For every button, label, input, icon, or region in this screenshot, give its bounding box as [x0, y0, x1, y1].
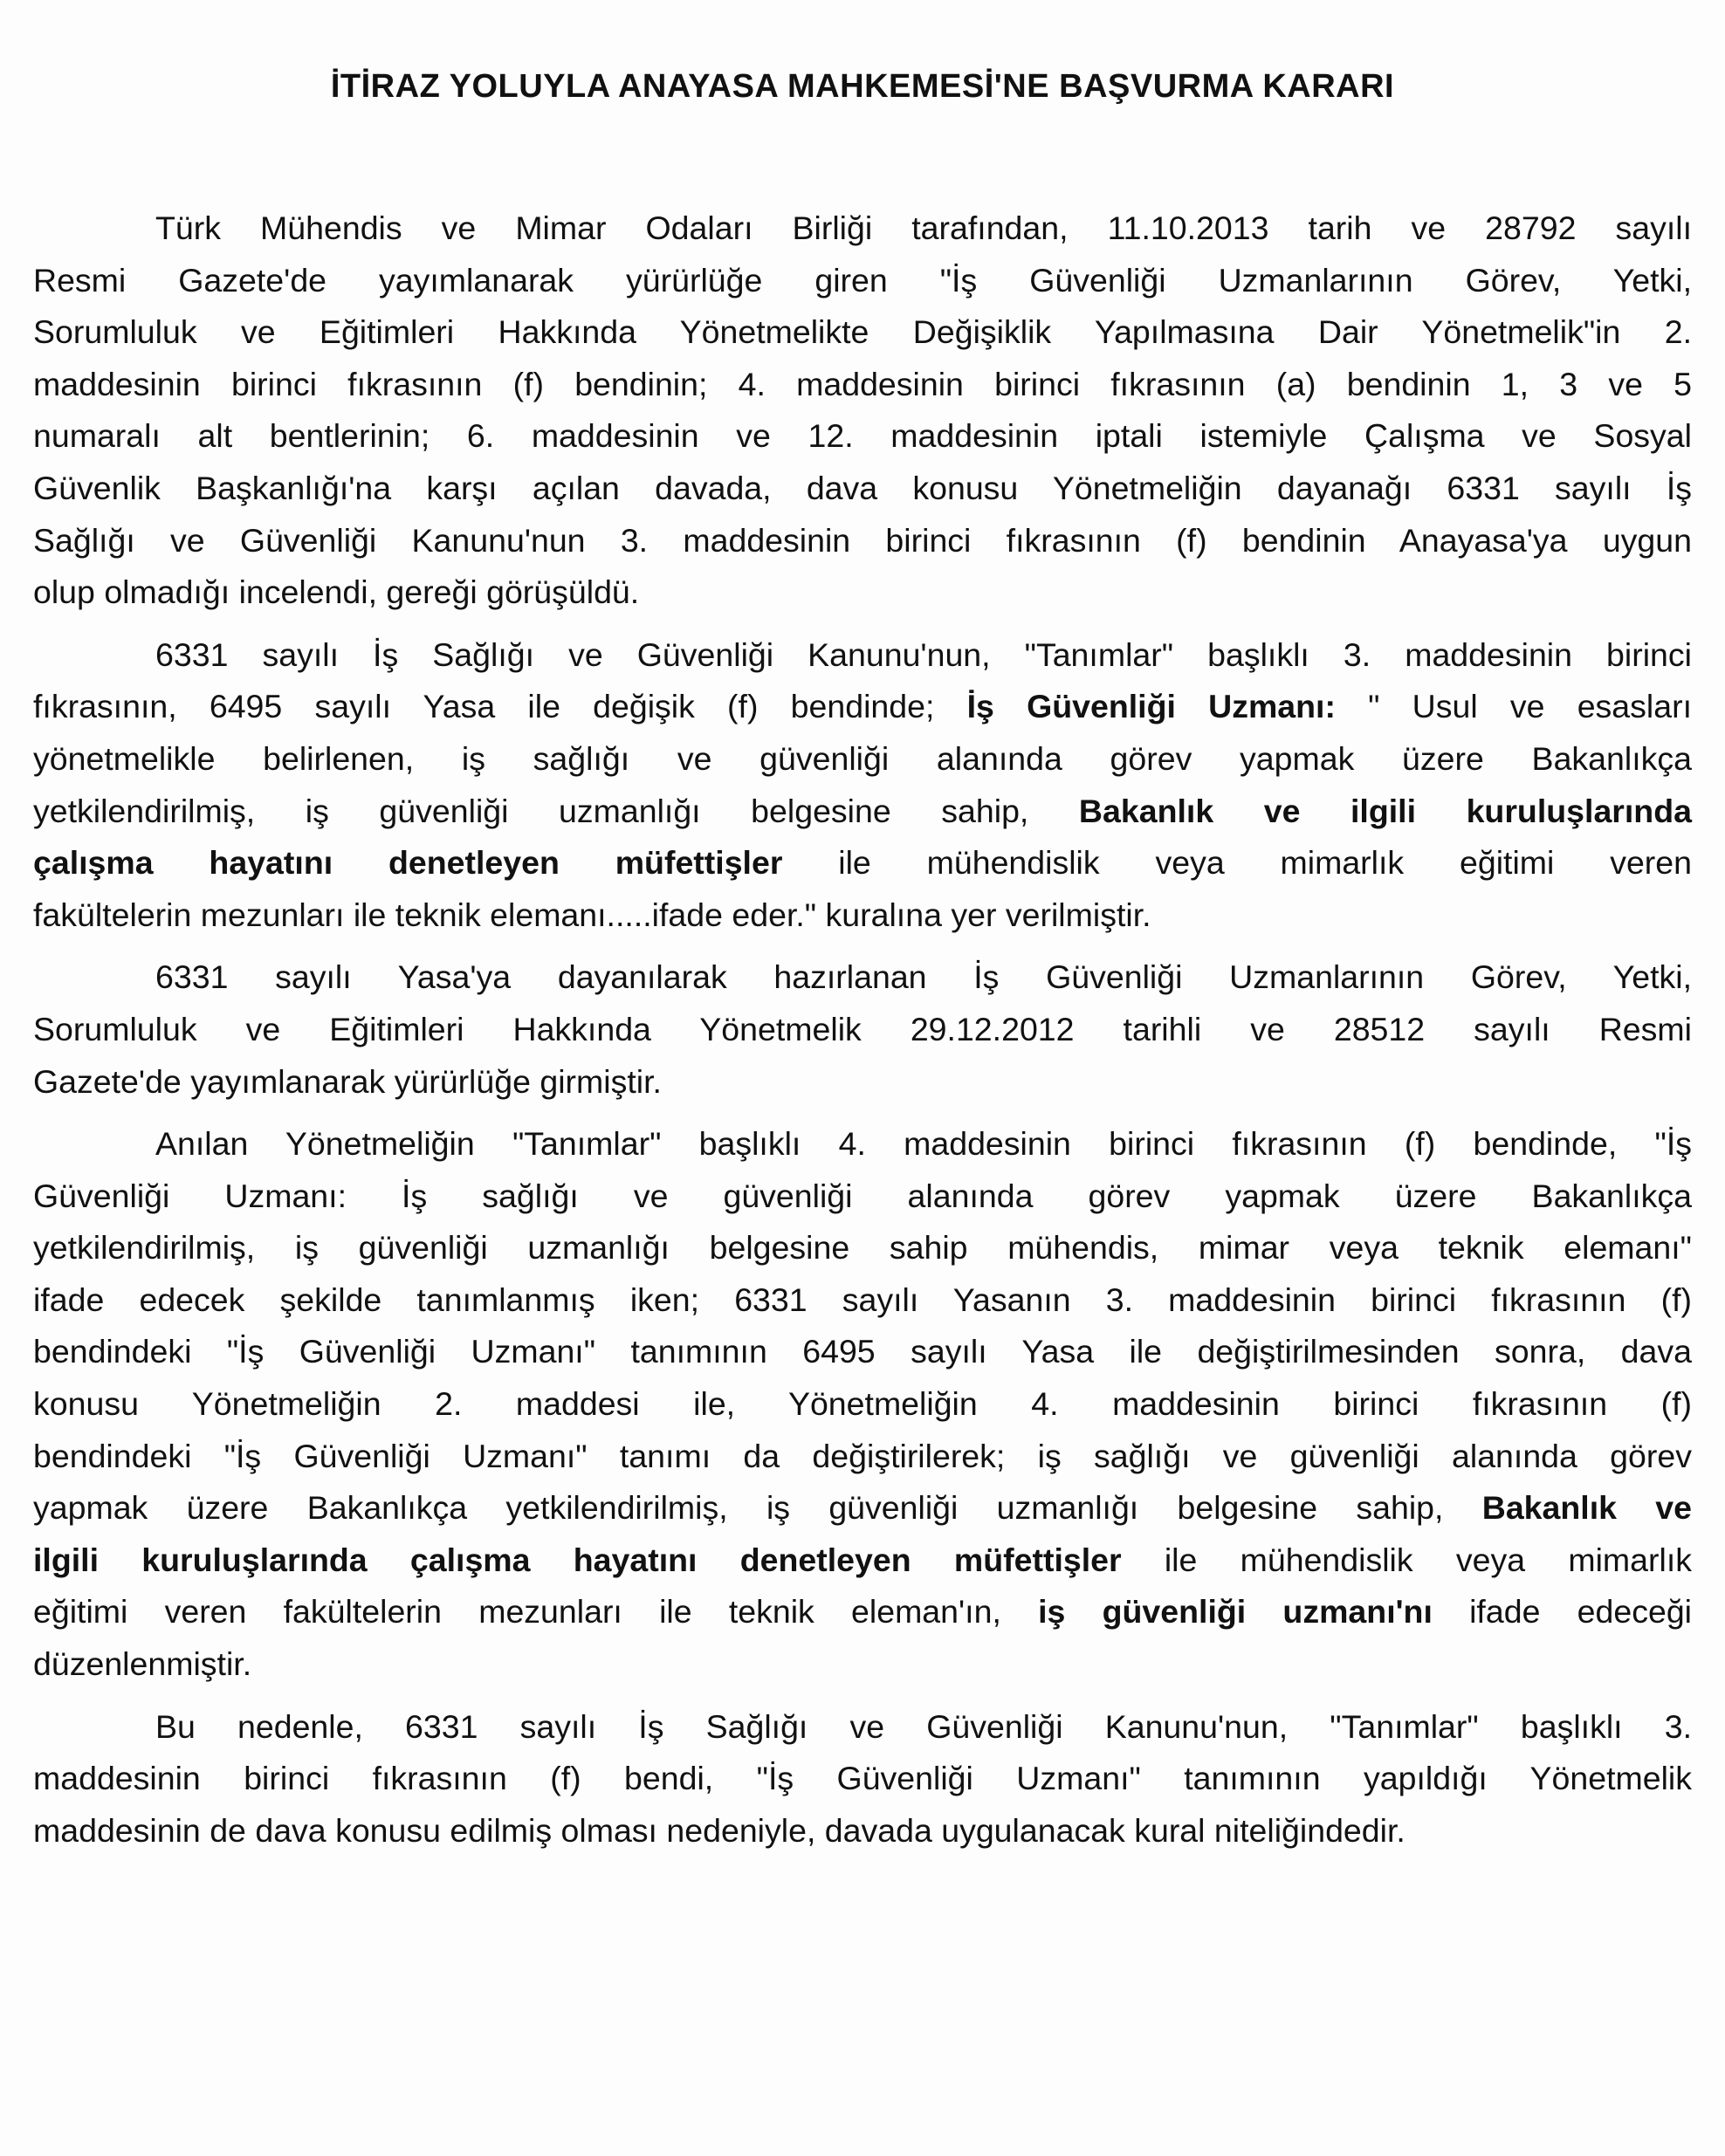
- text-segment: yapmak üzere Bakanlıkça yetkilendirilmiş, iş güvenliği uzmanlığı belgesine sahip,: [33, 1489, 1482, 1527]
- bold-text: İş Güvenliği Uzmanı:: [966, 688, 1336, 725]
- text-segment: Türk Mühendis ve Mimar Odaları Birliği tarafından, 11.10.2013 tarih ve 28792 sayılı: [155, 209, 1692, 246]
- text-line: [33, 1701, 1692, 1754]
- paragraph: [33, 951, 1692, 1108]
- text-line: [33, 1004, 1692, 1056]
- text-line: [33, 1222, 1692, 1274]
- text-segment: maddesinin birinci fıkrasının (f) bendi, "İş Güvenliği Uzmanı" tanımının yapıldığı Yönetmelik: [33, 1760, 1692, 1797]
- text-segment: ile mühendislik veya mimarlık eğitimi veren: [782, 844, 1692, 882]
- text-segment: numaralı alt bentlerinin; 6. maddesinin ve 12. maddesinin iptali istemiyle Çalışma ve Sosyal: [33, 417, 1692, 455]
- text-line: [33, 1378, 1692, 1431]
- paragraph-gap: [33, 1691, 1692, 1701]
- text-segment: " Usul ve esasları: [1335, 688, 1693, 725]
- text-line: [33, 1638, 1692, 1691]
- paragraph-gap: [33, 619, 1692, 629]
- text-segment: yönetmelikle belirlenen, iş sağlığı ve güvenliği alanında görev yapmak üzere Bakanlıkça: [33, 739, 1692, 777]
- bold-text: ilgili kuruluşlarında çalışma hayatını denetleyen müfettişler: [33, 1541, 1122, 1578]
- text-segment: maddesinin de dava konusu edilmiş olması nedeniyle, davada uygulanacak kural niteliğindedir.: [33, 1811, 1405, 1849]
- text-segment: yetkilendirilmiş, iş güvenliği uzmanlığı belgesine sahip mühendis, mimar veya teknik elemanı": [33, 1229, 1692, 1267]
- text-line: [33, 1482, 1692, 1535]
- text-segment: Sağlığı ve Güvenliği Kanunu'nun 3. maddesinin birinci fıkrasının (f) bendinin Anayasa'ya uygun: [33, 521, 1692, 559]
- paragraph-gap: [33, 1108, 1692, 1118]
- text-line: [33, 463, 1692, 515]
- bold-text: çalışma hayatını denetleyen müfettişler: [33, 844, 783, 882]
- text-line: [33, 681, 1692, 733]
- text-line: [33, 1171, 1692, 1223]
- text-line: [33, 359, 1692, 411]
- document-body: [33, 203, 1692, 1857]
- text-segment: Sorumluluk ve Eğitimleri Hakkında Yönetmelik 29.12.2012 tarihli ve 28512 sayılı Resmi: [33, 1010, 1692, 1047]
- text-line: [33, 951, 1692, 1004]
- text-line: [33, 1431, 1692, 1483]
- text-line: [33, 1805, 1692, 1857]
- bold-text: iş güvenliği uzmanı'nı: [1038, 1593, 1433, 1631]
- text-line: [33, 629, 1692, 682]
- text-segment: konusu Yönetmeliğin 2. maddesi ile, Yönetmeliğin 4. maddesinin birinci fıkrasının (f): [33, 1385, 1692, 1423]
- paragraph-gap: [33, 941, 1692, 951]
- text-line: [33, 1326, 1692, 1378]
- text-line: [33, 1274, 1692, 1327]
- text-line: [33, 889, 1692, 942]
- text-segment: 6331 sayılı Yasa'ya dayanılarak hazırlanan İş Güvenliği Uzmanlarının Görev, Yetki,: [155, 958, 1692, 996]
- text-segment: Resmi Gazete'de yayımlanarak yürürlüğe giren "İş Güvenliği Uzmanlarının Görev, Yetki,: [33, 261, 1692, 299]
- text-segment: Bu nedenle, 6331 sayılı İş Sağlığı ve Güvenliği Kanunu'nun, "Tanımlar" başlıklı 3.: [155, 1707, 1692, 1745]
- text-segment: eğitimi veren fakültelerin mezunları ile teknik eleman'ın,: [33, 1593, 1039, 1631]
- paragraph: [33, 203, 1692, 619]
- bold-text: Bakanlık ve: [1481, 1489, 1692, 1527]
- text-segment: ifade edeceği: [1432, 1593, 1693, 1631]
- text-line: [33, 786, 1692, 838]
- text-segment: bendindeki "İş Güvenliği Uzmanı" tanımı da değiştirilerek; iş sağlığı ve güvenliği alanında görev: [33, 1437, 1692, 1474]
- text-segment: 6331 sayılı İş Sağlığı ve Güvenliği Kanunu'nun, "Tanımlar" başlıklı 3. maddesinin birinci: [155, 635, 1692, 673]
- text-segment: olup olmadığı incelendi, gereği görüşüldü.: [33, 573, 640, 611]
- paragraph: [33, 629, 1692, 942]
- text-segment: Gazete'de yayımlanarak yürürlüğe girmiştir.: [33, 1062, 662, 1100]
- text-segment: yetkilendirilmiş, iş güvenliği uzmanlığı belgesine sahip,: [33, 792, 1079, 829]
- text-segment: düzenlenmiştir.: [33, 1645, 252, 1683]
- text-segment: Sorumluluk ve Eğitimleri Hakkında Yönetmelikte Değişiklik Yapılmasına Dair Yönetmelik"in 2.: [33, 313, 1692, 351]
- text-segment: fakültelerin mezunları ile teknik elemanı.....ifade eder." kuralına yer verilmiştir.: [33, 896, 1151, 933]
- text-line: [33, 515, 1692, 567]
- text-segment: fıkrasının, 6495 sayılı Yasa ile değişik (f) bendinde;: [33, 688, 967, 725]
- text-line: [33, 837, 1692, 889]
- text-line: [33, 733, 1692, 786]
- text-line: [33, 255, 1692, 307]
- text-segment: maddesinin birinci fıkrasının (f) bendinin; 4. maddesinin birinci fıkrasının (a) bendinin 1, 3 ve 5: [33, 365, 1692, 402]
- document-title: İTİRAZ YOLUYLA ANAYASA MAHKEMESİ'NE BAŞVURMA KARARI: [330, 68, 1395, 105]
- text-segment: Güvenliği Uzmanı: İş sağlığı ve güvenliği alanında görev yapmak üzere Bakanlıkça: [33, 1177, 1692, 1214]
- text-segment: Anılan Yönetmeliğin "Tanımlar" başlıklı 4. maddesinin birinci fıkrasının (f) bendinde, "İş: [155, 1125, 1692, 1163]
- paragraph: [33, 1701, 1692, 1857]
- text-line: [33, 203, 1692, 255]
- text-segment: ile mühendislik veya mimarlık: [1121, 1541, 1692, 1578]
- text-line: [33, 1118, 1692, 1171]
- text-line: [33, 1056, 1692, 1109]
- text-line: [33, 410, 1692, 463]
- paragraph: [33, 1118, 1692, 1691]
- text-line: [33, 1586, 1692, 1638]
- text-segment: bendindeki "İş Güvenliği Uzmanı" tanımının 6495 sayılı Yasa ile değiştirilmesinden sonra, dava: [33, 1333, 1692, 1370]
- text-line: [33, 306, 1692, 359]
- text-segment: ifade edecek şekilde tanımlanmış iken; 6331 sayılı Yasanın 3. maddesinin birinci fıkrasının (f): [33, 1281, 1692, 1318]
- text-segment: Güvenlik Başkanlığı'na karşı açılan davada, dava konusu Yönetmeliğin dayanağı 6331 sayılı İş: [33, 469, 1692, 506]
- text-line: [33, 566, 1692, 619]
- bold-text: Bakanlık ve ilgili kuruluşlarında: [1078, 792, 1692, 829]
- text-line: [33, 1753, 1692, 1805]
- text-line: [33, 1535, 1692, 1587]
